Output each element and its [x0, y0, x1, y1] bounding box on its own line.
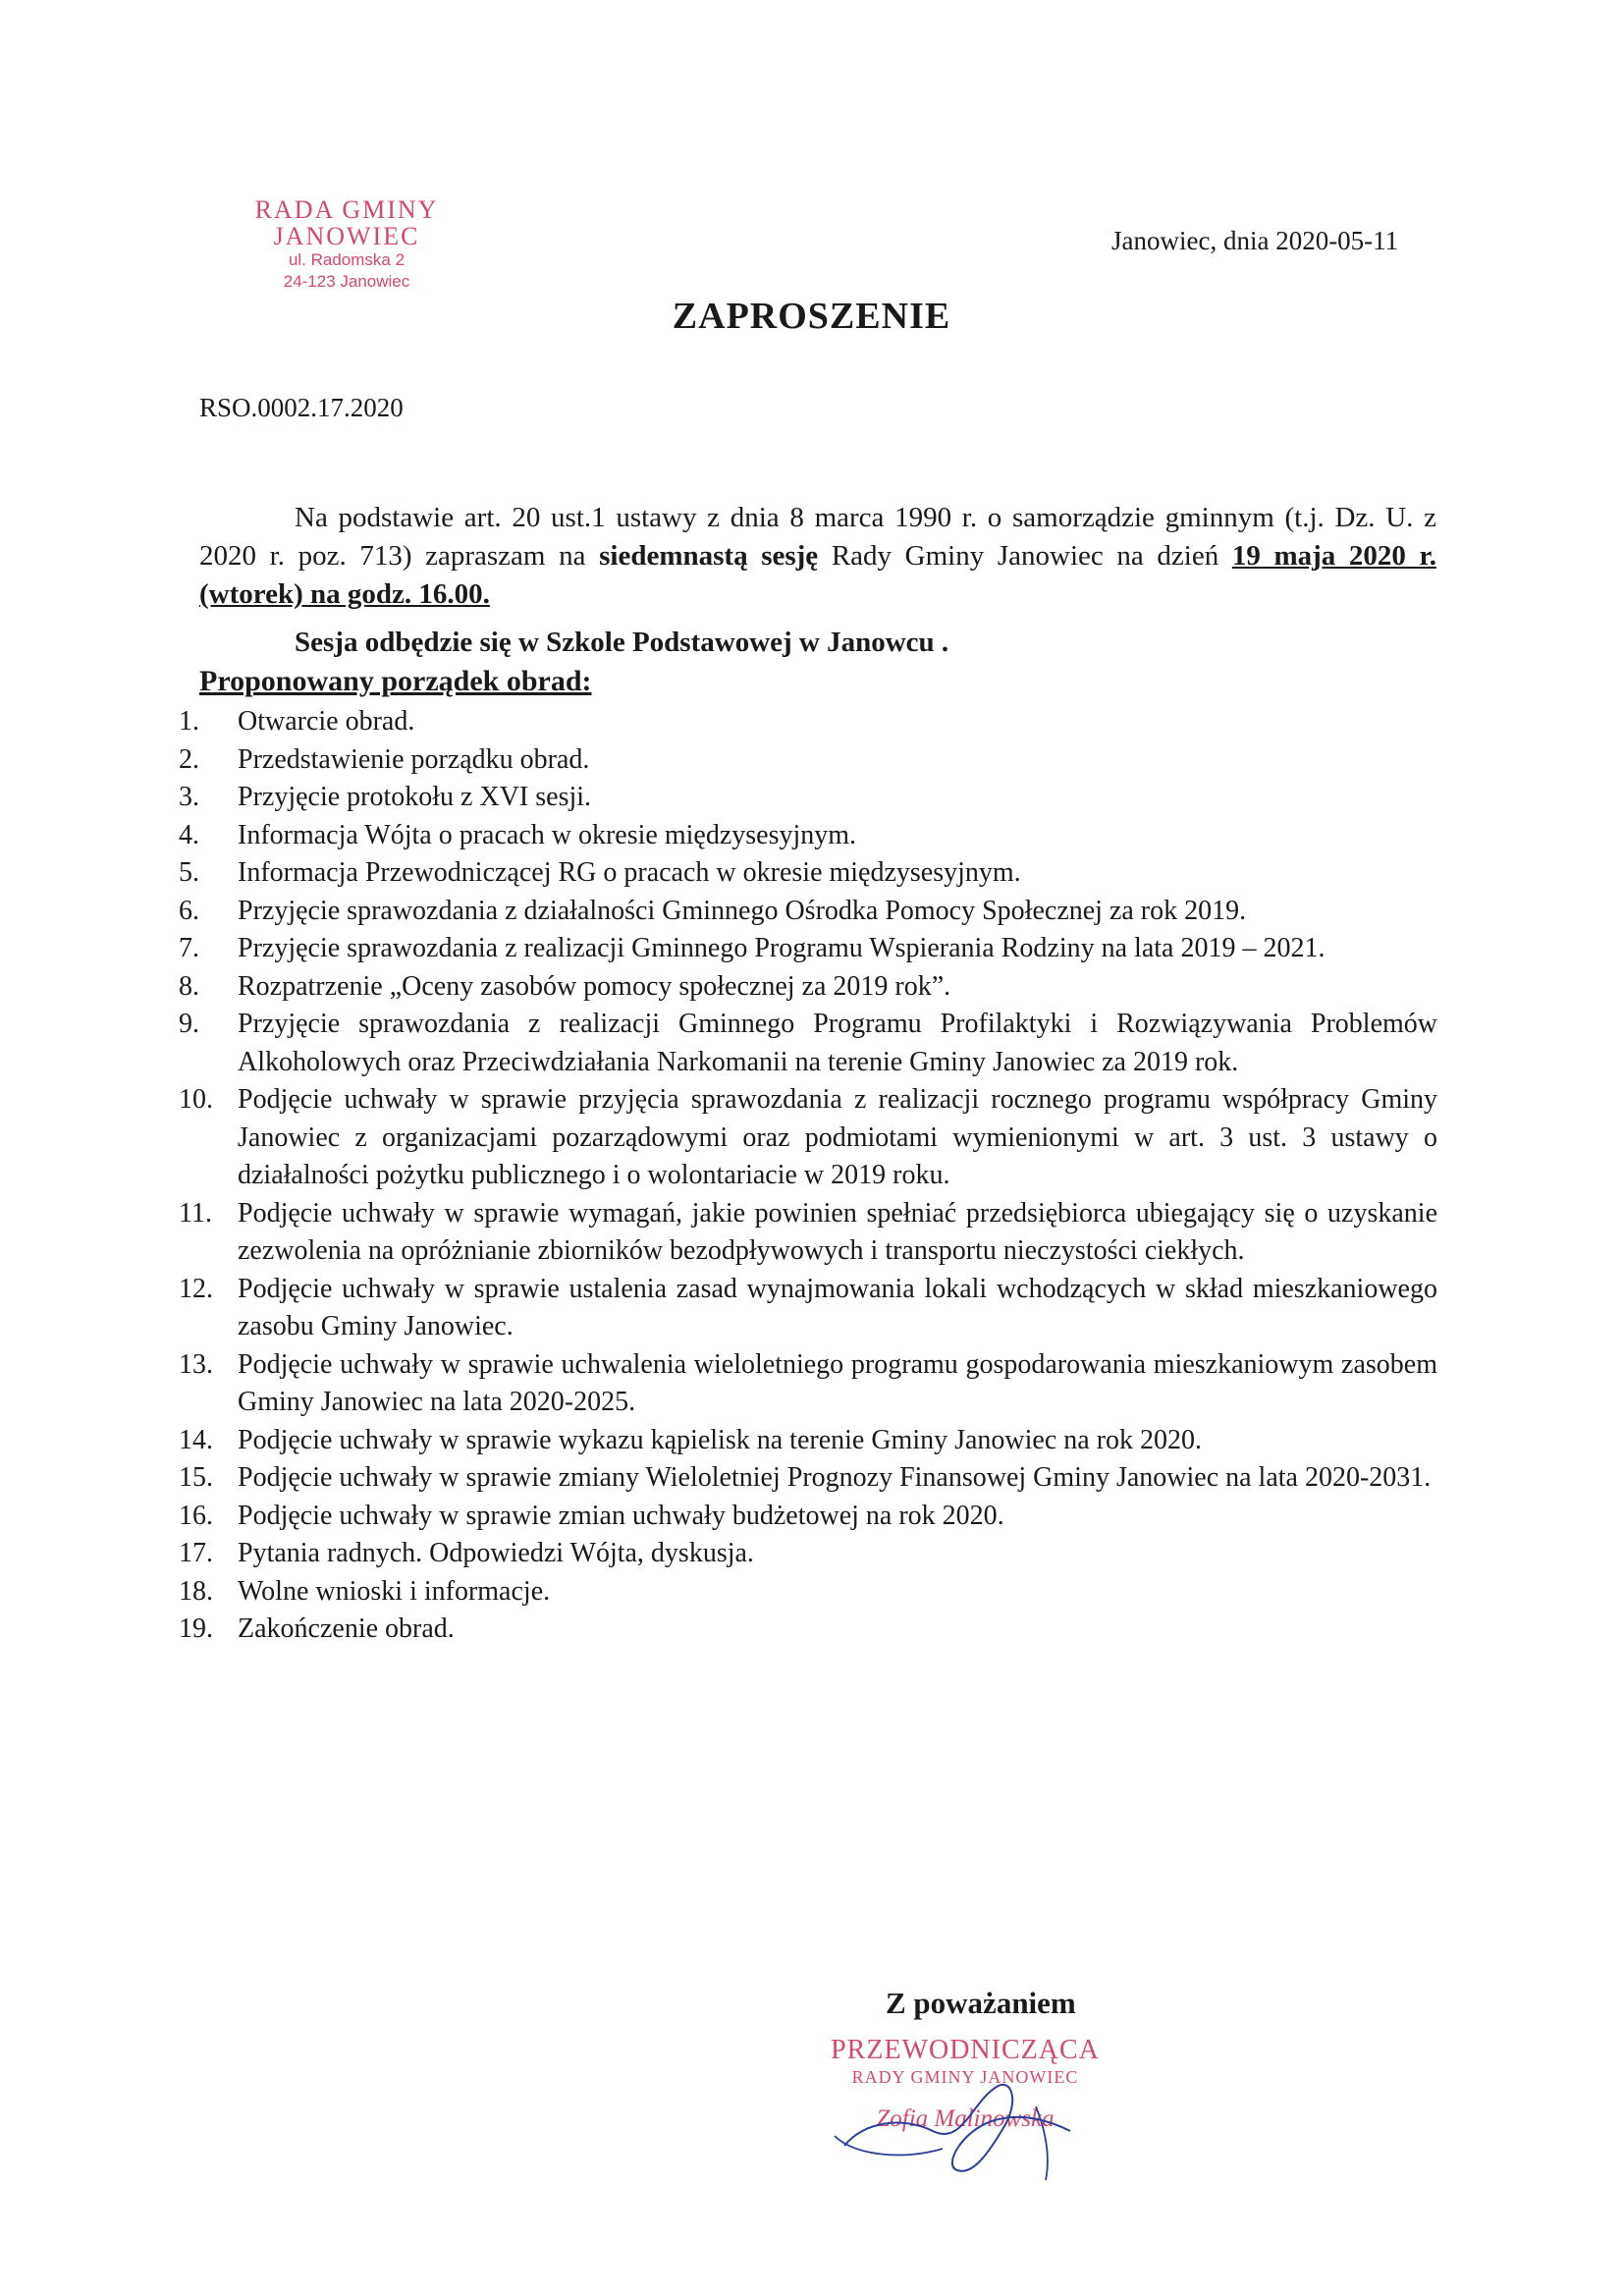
- session-place: Sesja odbędzie się w Szkole Podstawowej w Janowcu .: [295, 627, 949, 658]
- agenda-item-number: 18.: [179, 1575, 213, 1607]
- stamp-line-3: ul. Radomska 2: [288, 250, 406, 269]
- council-stamp: [234, 196, 460, 293]
- agenda-item-number: 5.: [179, 857, 199, 888]
- agenda-item: [179, 893, 1437, 931]
- agenda-item-text: Podjęcie uchwały w sprawie uchwalenia wieloletniego programu gospodarowania mieszkaniowym zasobem Gminy Janowiec na lata 2020-2025.: [238, 1348, 1437, 1417]
- agenda-item-number: 17.: [179, 1538, 213, 1568]
- agenda-item: [179, 817, 1437, 855]
- agenda-item: [179, 1498, 1437, 1536]
- intro-paragraph: [199, 499, 1436, 614]
- agenda-item-text: Informacja Wójta o pracach w okresie międzysesyjnym.: [238, 819, 857, 850]
- agenda-item-text: Przyjęcie sprawozdania z realizacji Gminnego Programu Wspierania Rodziny na lata 2019 – 2021.: [238, 933, 1325, 963]
- agenda-item-text: Pytania radnych. Odpowiedzi Wójta, dyskusja.: [238, 1538, 754, 1568]
- agenda-item-number: 13.: [179, 1348, 213, 1380]
- agenda-item-text: Przedstawienie porządku obrad.: [238, 743, 590, 775]
- chairwoman-stamp-line-1: PRZEWODNICZĄCA: [831, 2035, 1100, 2065]
- agenda-item-text: Podjęcie uchwały w sprawie zmiany Wieloletniej Prognozy Finansowej Gminy Janowiec na lata 2020-2031.: [238, 1462, 1432, 1493]
- agenda-item: [179, 1271, 1437, 1346]
- agenda-item: [179, 1535, 1437, 1573]
- agenda-item-number: 10.: [179, 1084, 213, 1115]
- document-date: Janowiec, dnia 2020-05-11: [1111, 226, 1399, 255]
- agenda-item-number: 7.: [179, 933, 199, 963]
- agenda-item: [179, 1195, 1437, 1271]
- agenda-item-number: 16.: [179, 1500, 213, 1531]
- agenda-item: [179, 1459, 1437, 1498]
- agenda-item-text: Zakończenie obrad.: [238, 1613, 455, 1644]
- agenda-item: [179, 930, 1437, 968]
- intro-session-date: 19 maja 2020 r. (wtorek) na godz. 16.00.: [199, 540, 1437, 610]
- closing-regards: Z poważaniem: [886, 1986, 1076, 2020]
- stamp-line-4: 24-123 Janowiec: [283, 272, 410, 291]
- agenda-item-number: 14.: [179, 1424, 213, 1455]
- agenda-item: [179, 1006, 1437, 1081]
- agenda-item-number: 11.: [179, 1197, 212, 1229]
- stamp-line-1: RADA GMINY: [254, 195, 439, 224]
- agenda-item: [179, 703, 1437, 741]
- intro-text-1: Na podstawie art. 20 ust.1 ustawy z dnia 8 marca 1990 r. o samorządzie gminnym (t.j. Dz. U. z 2020 r. poz. 713) zapraszam na: [199, 502, 1436, 572]
- agenda-item-number: 4.: [179, 819, 199, 850]
- stamp-line-2: JANOWIEC: [273, 222, 420, 250]
- agenda-item: [179, 1422, 1437, 1460]
- agenda-item: [179, 1573, 1437, 1612]
- agenda-item: [179, 779, 1437, 817]
- agenda-list: [179, 703, 1437, 1649]
- agenda-item-text: Rozpatrzenie „Oceny zasobów pomocy społecznej za 2019 rok”.: [238, 970, 951, 1002]
- agenda-item-text: Przyjęcie sprawozdania z realizacji Gminnego Programu Profilaktyki i Rozwiązywania Problemów Alkoholowych oraz Przeciwdziałania Narkomanii na terenie Gminy Janowiec za 2019 rok.: [238, 1009, 1437, 1077]
- agenda-item-number: 9.: [179, 1009, 199, 1039]
- document-title: ZAPROSZENIE: [672, 296, 951, 337]
- handwritten-signature: [825, 2062, 1119, 2190]
- chairwoman-name: Zofia Malinowska: [876, 2105, 1055, 2132]
- agenda-item: [179, 1346, 1437, 1422]
- agenda-item-number: 6.: [179, 895, 199, 926]
- agenda-item-number: 2.: [179, 743, 199, 775]
- agenda-item: [179, 968, 1437, 1007]
- intro-session-number: siedemnastą sesję: [599, 540, 819, 572]
- agenda-item-number: 8.: [179, 970, 199, 1002]
- agenda-item-text: Podjęcie uchwały w sprawie zmian uchwały budżetowej na rok 2020.: [238, 1500, 1004, 1531]
- agenda-item: [179, 854, 1437, 893]
- agenda-heading: Proponowany porządek obrad:: [199, 665, 592, 697]
- agenda-item-text: Podjęcie uchwały w sprawie ustalenia zasad wynajmowania lokali wchodzących w skład mieszkaniowego zasobu Gminy Janowiec.: [238, 1273, 1437, 1341]
- intro-text-2: Rady Gminy Janowiec na dzień: [818, 540, 1232, 572]
- agenda-item-text: Wolne wnioski i informacje.: [238, 1575, 551, 1607]
- agenda-item-text: Podjęcie uchwały w sprawie wykazu kąpielisk na terenie Gminy Janowiec na rok 2020.: [238, 1424, 1203, 1455]
- agenda-item-text: Podjęcie uchwały w sprawie wymagań, jakie powinien spełniać przedsiębiorca ubiegający się o uzyskanie zezwolenia na opróżnianie zbiorników bezodpływowych i transportu nieczystości ciekłych.: [238, 1197, 1437, 1266]
- chairwoman-stamp-line-2: RADY GMINY JANOWIEC: [851, 2067, 1079, 2087]
- agenda-item-text: Przyjęcie sprawozdania z działalności Gminnego Ośrodka Pomocy Społecznej za rok 2019.: [238, 895, 1247, 926]
- agenda-item: [179, 1611, 1437, 1649]
- agenda-item-number: 3.: [179, 782, 199, 812]
- agenda-item-number: 19.: [179, 1613, 213, 1644]
- agenda-item-number: 12.: [179, 1273, 213, 1304]
- agenda-item: [179, 741, 1437, 780]
- agenda-item-text: Podjęcie uchwały w sprawie przyjęcia sprawozdania z realizacji rocznego programu współpracy Gminy Janowiec z organizacjami pozarządowymi oraz podmiotami wymienionymi w art. 3 ust. 3 ustawy o działalności pożytku publicznego i o wolontariacie w 2019 roku.: [238, 1084, 1437, 1190]
- agenda-item-text: Otwarcie obrad.: [238, 706, 415, 737]
- agenda-item-text: Informacja Przewodniczącej RG o pracach w okresie międzysesyjnym.: [238, 857, 1021, 888]
- agenda-item-text: Przyjęcie protokołu z XVI sesji.: [238, 782, 592, 812]
- agenda-item: [179, 1081, 1437, 1195]
- reference-number: RSO.0002.17.2020: [199, 393, 404, 422]
- agenda-item-number: 1.: [179, 706, 199, 737]
- agenda-item-number: 15.: [179, 1462, 213, 1493]
